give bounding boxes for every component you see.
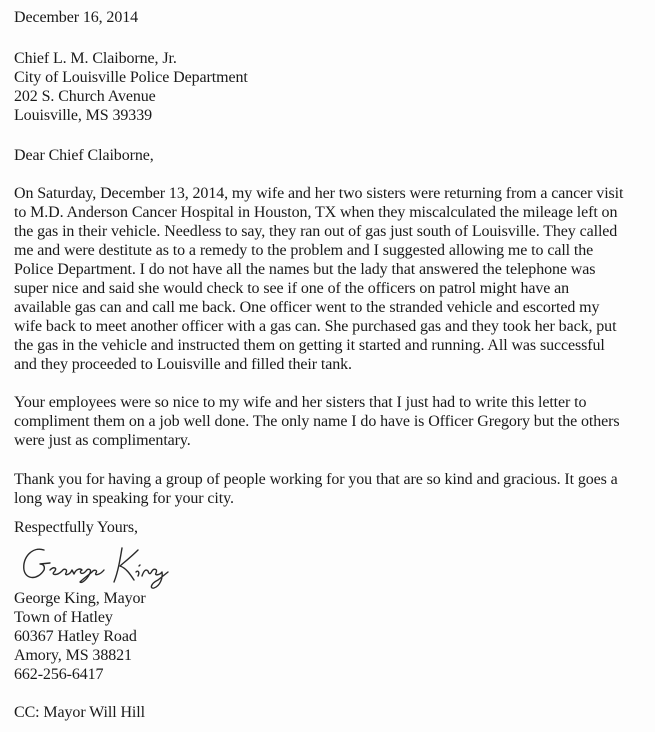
sender-line: George King, Mayor — [14, 590, 146, 607]
paragraph-2-line: compliment them on a job well done. The only name I do have is Officer Gregory but the others — [14, 413, 620, 430]
paragraph-1-line: the gas in the vehicle and instructed them on getting it started and running. All was successful — [14, 337, 605, 354]
recipient-line: City of Louisville Police Department — [14, 69, 248, 86]
salutation: Dear Chief Claiborne, — [14, 147, 154, 164]
paragraph-3-line: Thank you for having a group of people working for you that are so kind and gracious. It goes a — [14, 471, 618, 488]
paragraph-2-line: Your employees were so nice to my wife and her sisters that I just had to write this letter to — [14, 394, 587, 411]
recipient-line: Chief L. M. Claiborne, Jr. — [14, 50, 177, 67]
paragraph-1-line: and they proceeded to Louisville and filled their tank. — [14, 356, 352, 373]
paragraph-1-line: wife back to meet another officer with a gas can. She purchased gas and they took her back, put — [14, 318, 617, 335]
handwritten-signature — [18, 542, 198, 590]
paragraph-1-line: the gas in their vehicle. Needless to say, they ran out of gas just south of Louisville. They called — [14, 223, 618, 240]
paragraph-1-line: available gas can and call me back. One officer went to the stranded vehicle and escorted my — [14, 299, 600, 316]
paragraph-1-line: Police Department. I do not have all the names but the lady that answered the telephone was — [14, 261, 596, 278]
sender-line: Town of Hatley — [14, 609, 113, 626]
sender-line: 662-256-6417 — [14, 666, 104, 683]
paragraph-3-line: long way in speaking for your city. — [14, 490, 234, 507]
recipient-line: 202 S. Church Avenue — [14, 88, 156, 105]
recipient-line: Louisville, MS 39339 — [14, 107, 153, 124]
paragraph-1-line: me and were destitute as to a remedy to the problem and I suggested allowing me to call the — [14, 242, 594, 259]
paragraph-1-line: super nice and said she would check to see if one of the officers on patrol might have an — [14, 280, 570, 297]
paragraph-1-line: On Saturday, December 13, 2014, my wife and her two sisters were returning from a cancer visit — [14, 185, 624, 202]
sender-line: 60367 Hatley Road — [14, 628, 137, 645]
paragraph-2-line: were just as complimentary. — [14, 432, 191, 449]
sender-line: Amory, MS 38821 — [14, 647, 132, 664]
cc-line: CC: Mayor Will Hill — [14, 704, 145, 721]
closing: Respectfully Yours, — [14, 519, 138, 536]
letter-date: December 16, 2014 — [14, 9, 139, 26]
paragraph-1-line: to M.D. Anderson Cancer Hospital in Houston, TX when they miscalculated the mileage left on — [14, 204, 618, 221]
